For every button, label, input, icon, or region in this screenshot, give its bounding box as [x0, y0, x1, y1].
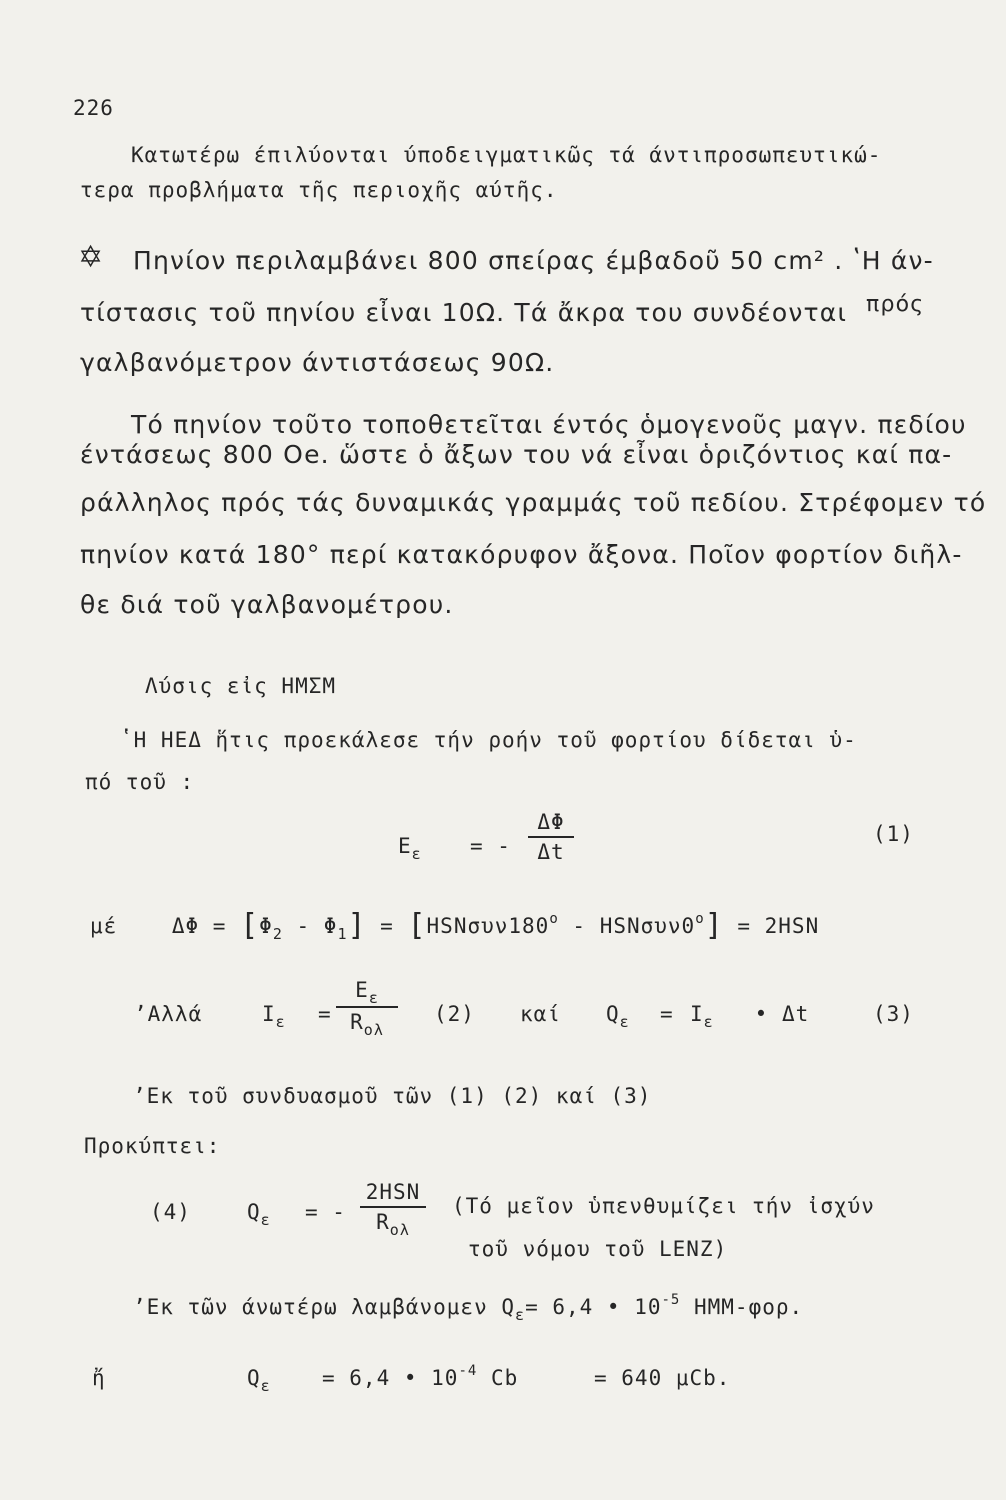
eq4-note-line-2: τοῦ νόμου τοῦ LENZ) [468, 1237, 728, 1261]
eq2-denominator: $R_{o\lambda}$ [350, 1009, 384, 1039]
eq3-equals: = [660, 1002, 674, 1026]
problem-line-4: Τό πηνίον τοῦτο τοποθετεῖται έντός ὁμογενοῦς μαγν. πεδίου [131, 410, 967, 439]
eq1-equals: = - [470, 834, 511, 858]
problem-line-3: γαλβανόμετρον άντιστάσεως 90Ω. [80, 348, 555, 377]
eq3-tag: (3) [873, 1002, 914, 1026]
eq2-fraction-bar [336, 1006, 398, 1008]
problem-line-2: τίστασις τοῦ πηνίου εἶναι 10Ω. Τά ἄκρα του συνδέονται [80, 298, 848, 327]
eq4-lhs: $Q_\varepsilon$ [247, 1200, 271, 1229]
solution-para-line-2: πό τοῦ : [85, 770, 195, 794]
eq4-equals: = - [305, 1200, 346, 1224]
solution-para-line-1: ʽΗ ΗΕΔ ἥτις προεκάλεσε τήν ροήν τοῦ φορτίου δίδεται ὑ- [120, 728, 857, 752]
problem-line-5: έντάσεως 800 Oe. ὥστε ὁ ἄξων του νά εἶναι ὁριζόντιος καί πα- [80, 440, 953, 469]
eq1-numerator: ΔΦ [537, 810, 565, 834]
problem-line-8: θε διά τοῦ γαλβανομέτρου. [80, 590, 454, 619]
final-result-2-prefix: ἤ [92, 1366, 106, 1390]
eq2-lhs: $I_\varepsilon$ [262, 1002, 286, 1031]
eq4-note-line-1: (Τό μεῖον ὑπενθυμίζει τήν ἰσχύν [452, 1194, 875, 1218]
eq1-denominator: Δt [537, 839, 565, 864]
intro-line-2: τερα προβλήματα τῆς περιοχῆς αύτῆς. [80, 178, 558, 202]
final-result-1: ʼΕκ τῶν άνωτέρω λαμβάνομεν $Q_\varepsilon= 6,4$ • $10^{-5}$ ΗΜΜ-φορ. [133, 1292, 804, 1324]
eq1-lhs: $E_\varepsilon$ [398, 834, 422, 863]
final-result-2-value: = 6,4 • $10^{-4}$ Cb [322, 1363, 519, 1390]
eq1-fraction-bar [528, 836, 574, 838]
eq4-fraction-bar [360, 1206, 426, 1208]
final-result-2-converted: = 640 μCb. [594, 1366, 731, 1390]
star-icon: ✡ [78, 240, 104, 275]
eq2-equals: = [318, 1002, 332, 1026]
eq4-fraction [360, 1180, 426, 1239]
problem-line-2-end: πρός [866, 292, 925, 317]
results-label: Προκύπτει: [84, 1134, 221, 1158]
eq-delta-line: μέ $\Delta\Phi = [\Phi_2 - \Phi_1] = [HSN\sigma\upsilon\nu 180^o - HSN\sigma\upsilon\nu 0^o] = 2HSN$ [90, 908, 820, 943]
problem-line-7: πηνίον κατά 180° περί κατακόρυφον ἄξονα. Ποῖον φορτίον διῆλ- [80, 540, 963, 569]
eq3-rhs: $I_\varepsilon$ • Δt [690, 1002, 810, 1031]
eq2-fraction [336, 978, 398, 1039]
eq4-denominator: $R_{o\lambda}$ [376, 1209, 410, 1239]
page-number: 226 [73, 96, 114, 120]
eq4-tag: (4) [150, 1200, 191, 1224]
final-result-2-lhs: $Q_\varepsilon$ [247, 1366, 271, 1395]
problem-line-6: ράλληλος πρός τάς δυναμικάς γραμμάς τοῦ πεδίου. Στρέφομεν τό [80, 488, 987, 517]
problem-line-1: Πηνίον περιλαμβάνει 800 σπείρας έμβαδοῦ 50 cm² . ʽΗ άν- [133, 246, 934, 275]
eq3-lhs: $Q_\varepsilon$ [606, 1002, 630, 1031]
eq2-tag: (2) [434, 1002, 475, 1026]
intro-line-1: Κατωτέρω έπιλύονται ύποδειγματικῶς τά άντιπροσωπευτικώ- [131, 143, 882, 167]
eq1-fraction [528, 810, 574, 864]
solution-heading: Λύσις εἰς ΗΜΣΜ [145, 674, 337, 698]
combine-line: ʼΕκ τοῦ συνδυασμοῦ τῶν (1) (2) καί (3) [133, 1084, 652, 1108]
eq4-numerator: 2HSN [365, 1180, 421, 1204]
eq3-and: καί [520, 1002, 561, 1026]
eq2-prefix: ʼΑλλά [134, 1002, 203, 1026]
eq2-numerator: $E_\varepsilon$ [355, 978, 379, 1007]
eq1-tag: (1) [873, 822, 914, 846]
